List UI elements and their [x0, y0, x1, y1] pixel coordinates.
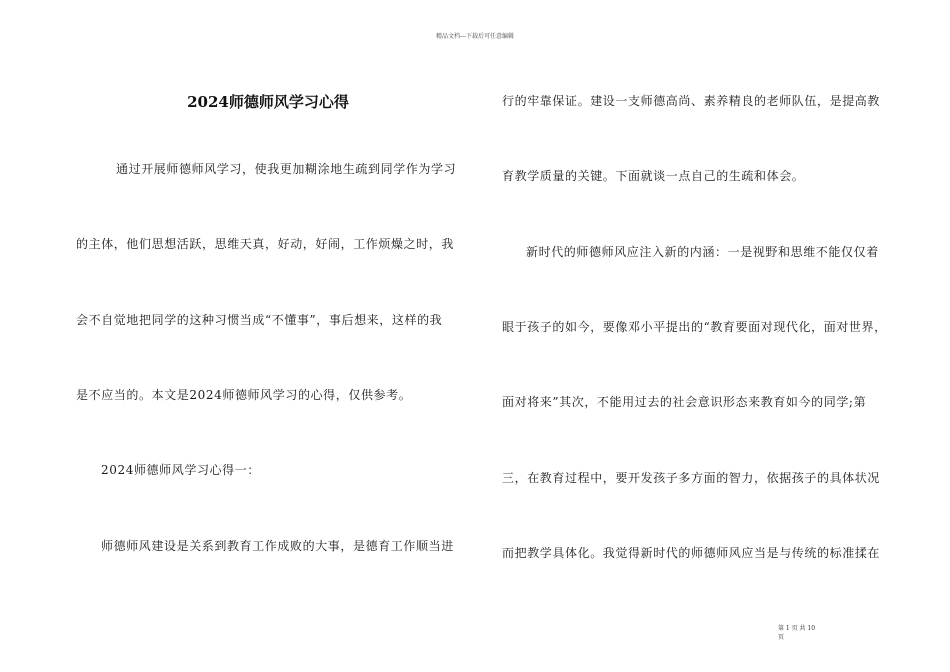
paragraph-line: 三，在教育过程中，要开发孩子多方面的智力，依据孩子的具体状况 — [502, 471, 881, 485]
paragraph-line: 新时代的师德师风应注入新的内涵：一是视野和思维不能仅仅着 — [526, 245, 879, 259]
paragraph-line: 育教学质量的关键。下面就谈一点自己的生疏和体会。 — [502, 169, 805, 183]
paragraph-line: 面对将来”其次，不能用过去的社会意识形态来教育如今的同学;第 — [502, 395, 867, 409]
header-note: 精品文档---下载后可任意编辑 — [435, 33, 515, 40]
paragraph-line: 眼于孩子的如今，要像邓小平提出的“教育要面对现代化，面对世界， — [502, 320, 887, 334]
paragraph-line: 而把教学具体化。我觉得新时代的师德师风应当是与传统的标准揉在 — [502, 546, 881, 560]
paragraph-line: 师德师风建设是关系到教育工作成败的大事，是德育工作顺当进 — [101, 539, 454, 553]
page-number-line: 页 — [778, 634, 785, 641]
paragraph-line: 通过开展师德师风学习，使我更加糊涂地生疏到同学作为学习 — [116, 162, 457, 176]
paragraph-line: 会不自觉地把同学的这种习惯当成“不懂事”，事后想来，这样的我 — [76, 313, 443, 327]
page-number-line: 第 1 页 共 10 — [778, 625, 816, 632]
paragraph-line: 的主体，他们思想活跃，思维天真，好动，好闹，工作烦燥之时，我 — [76, 237, 455, 251]
paragraph-line: 是不应当的。本文是2024师德师风学习的心得，仅供参考。 — [76, 388, 412, 402]
paragraph-line: 行的牢靠保证。建设一支师德高尚、素养精良的老师队伍，是提高教 — [502, 94, 881, 108]
page-number — [778, 624, 815, 642]
document-title: 2024师德师风学习心得 — [187, 93, 349, 111]
section-heading: 2024师德师风学习心得一： — [101, 463, 260, 477]
